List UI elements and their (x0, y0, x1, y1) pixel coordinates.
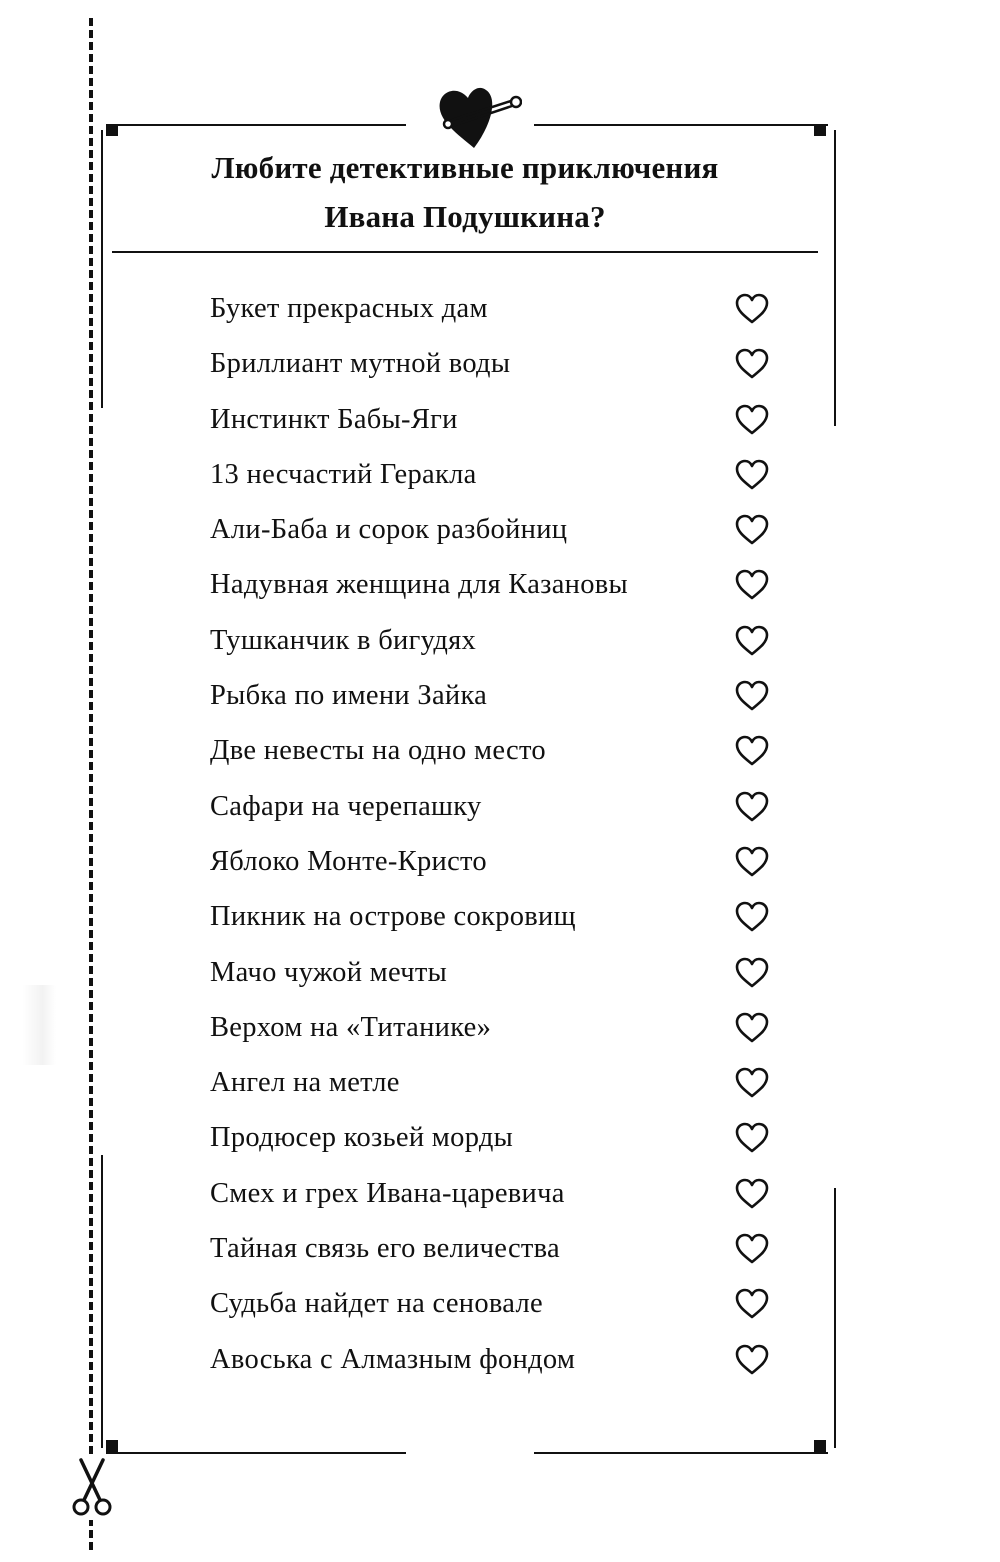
frame-left-top-line (101, 130, 103, 408)
book-title: Яблоко Монте-Кристо (210, 845, 487, 877)
heart-outline-icon[interactable] (734, 625, 770, 657)
heart-outline-icon[interactable] (734, 293, 770, 325)
book-checklist (210, 283, 780, 1389)
list-item (210, 1112, 780, 1167)
book-title: Смех и грех Ивана-царевича (210, 1177, 565, 1209)
list-item (210, 781, 780, 836)
frame-corner-top-right (814, 124, 826, 136)
list-item (210, 615, 780, 670)
frame-corner-bottom-right (814, 1440, 826, 1452)
heart-outline-icon[interactable] (734, 791, 770, 823)
list-item (210, 947, 780, 1002)
book-title: Сафари на черепашку (210, 790, 482, 822)
list-item (210, 725, 780, 780)
book-title: Али-Баба и сорок разбойниц (210, 514, 568, 546)
list-item (210, 1223, 780, 1278)
list-item (210, 1168, 780, 1223)
book-title: Судьба найдет на сеновале (210, 1288, 543, 1320)
heart-outline-icon[interactable] (734, 846, 770, 878)
frame-corner-top-left (106, 124, 118, 136)
cut-line (89, 18, 93, 1550)
heart-outline-icon[interactable] (734, 569, 770, 601)
list-item (210, 449, 780, 504)
heart-outline-icon[interactable] (734, 404, 770, 436)
heart-outline-icon[interactable] (734, 1288, 770, 1320)
list-item (210, 1002, 780, 1057)
list-item (210, 504, 780, 559)
list-item (210, 283, 780, 338)
book-title: Рыбка по имени Зайка (210, 680, 488, 712)
heart-outline-icon[interactable] (734, 514, 770, 546)
frame-right-top-line (834, 130, 836, 426)
list-item (210, 670, 780, 725)
list-item (210, 1334, 780, 1389)
book-title: Тайная связь его величества (210, 1233, 561, 1265)
book-title: Бриллиант мутной воды (210, 348, 511, 380)
book-title: Инстинкт Бабы-Яги (210, 403, 458, 435)
scissors-icon (70, 1456, 114, 1520)
title-divider (112, 251, 818, 253)
list-item (210, 836, 780, 891)
heart-with-safety-pin-icon (432, 78, 522, 150)
frame-corner-bottom-left (106, 1440, 118, 1452)
heart-outline-icon[interactable] (734, 459, 770, 491)
book-title: Букет прекрасных дам (210, 293, 488, 324)
list-item (210, 338, 780, 393)
book-title: Продюсер козьей морды (210, 1122, 514, 1154)
heart-outline-icon[interactable] (734, 680, 770, 712)
heart-outline-icon[interactable] (734, 1067, 770, 1099)
book-title: Ангел на метле (210, 1067, 400, 1099)
frame-bottom-right-line (534, 1452, 828, 1454)
heart-outline-icon[interactable] (734, 1122, 770, 1154)
book-title: Надувная женщина для Казановы (210, 569, 628, 601)
heart-outline-icon[interactable] (734, 348, 770, 380)
heart-outline-icon[interactable] (734, 735, 770, 767)
list-item (210, 1278, 780, 1333)
heart-outline-icon[interactable] (734, 1344, 770, 1376)
book-title: Мачо чужой мечты (210, 956, 448, 988)
page-shadow (22, 985, 56, 1065)
list-item (210, 1057, 780, 1112)
book-title: Тушканчик в бигудях (210, 624, 477, 656)
frame-bottom-left-line (106, 1452, 406, 1454)
page-title-line-2: Ивана Подушкина? (324, 199, 606, 234)
page-title-line-1: Любите детективные приключения (211, 150, 719, 185)
heart-outline-icon[interactable] (734, 957, 770, 989)
book-title: Верхом на «Титанике» (210, 1011, 492, 1043)
heart-outline-icon[interactable] (734, 1233, 770, 1265)
frame-top-right-line (534, 124, 828, 126)
book-title: Пикник на острове сокровищ (210, 901, 576, 933)
list-item (210, 891, 780, 946)
frame-right-bottom-line (834, 1188, 836, 1448)
book-title: 13 несчастий Геракла (210, 458, 477, 490)
frame-left-bottom-line (101, 1155, 103, 1448)
frame-top-left-line (106, 124, 406, 126)
heart-outline-icon[interactable] (734, 1178, 770, 1210)
heart-outline-icon[interactable] (734, 1012, 770, 1044)
list-item (210, 394, 780, 449)
book-title: Авоська с Алмазным фондом (210, 1343, 576, 1375)
book-title: Две невесты на одно место (210, 735, 546, 767)
list-item (210, 559, 780, 614)
heart-outline-icon[interactable] (734, 901, 770, 933)
